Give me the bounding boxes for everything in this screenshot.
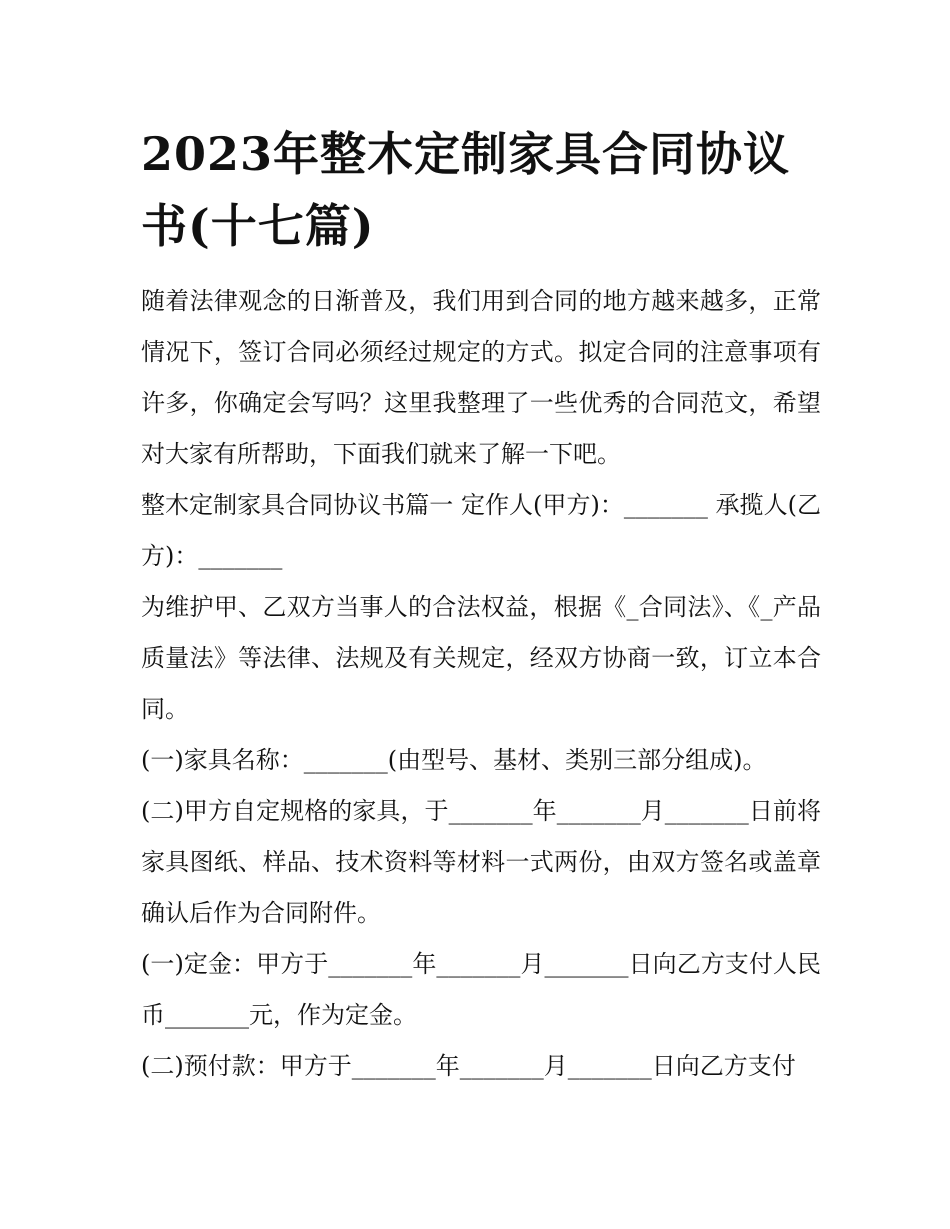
intro-paragraph: 随着法律观念的日渐普及，我们用到合同的地方越来越多，正常情况下，签订合同必须经过规定的方式。拟定合同的注意事项有许多，你确定会写吗？这里我整理了一些优秀的合同范文，希望对大家有所帮助，下面我们就来了解一下吧。 [141,287,821,468]
document-body [141,276,821,1092]
clause-prepayment: (二)预付款：甲方于_______年_______月_______日向乙方支付 [141,1052,796,1080]
clause-furniture-name: (一)家具名称：_______(由型号、基材、类别三部分组成)。 [141,746,767,774]
document-page [141,118,821,1092]
section-heading-parties: 整木定制家具合同协议书篇一 定作人(甲方)：_______ 承揽人(乙方)：_______ [141,491,821,570]
clause-deposit: (一)定金：甲方于_______年_______月_______日向乙方支付人民币_______元，作为定金。 [141,950,821,1029]
legal-basis-paragraph: 为维护甲、乙双方当事人的合法权益，根据《_合同法》、《_产品质量法》等法律、法规及有关规定，经双方协商一致，订立本合同。 [141,593,821,723]
clause-custom-specs: (二)甲方自定规格的家具，于_______年_______月_______日前将家具图纸、样品、技术资料等材料一式两份，由双方签名或盖章确认后作为合同附件。 [141,797,821,927]
document-title: 2023年整木定制家具合同协议书(十七篇) [141,127,791,253]
